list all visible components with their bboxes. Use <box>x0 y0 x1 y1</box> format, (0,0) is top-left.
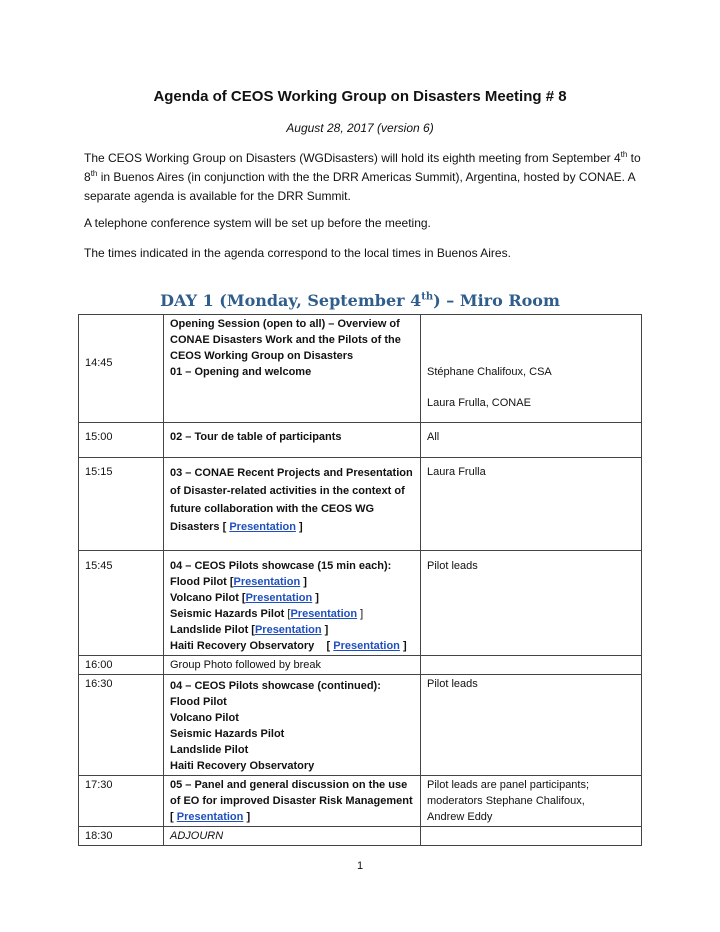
time-cell: 15:15 <box>79 458 164 551</box>
presentation-link[interactable]: Presentation <box>176 811 244 823</box>
presentation-link[interactable]: Presentation <box>254 624 322 636</box>
presenter: Laura Frulla, CONAE <box>427 397 531 409</box>
agenda-item-04-title: 04 – CEOS Pilots showcase (15 min each): <box>170 560 392 572</box>
presentation-link[interactable]: Presentation <box>229 521 296 533</box>
presentation-link[interactable]: Presentation <box>333 640 400 652</box>
spacer <box>427 316 635 364</box>
presenter: Pilot leads <box>421 675 642 776</box>
item-cell <box>164 315 421 423</box>
bracket: [ <box>287 608 291 620</box>
teleconf-paragraph: A telephone conference system will be set up before the meeting. <box>84 216 431 230</box>
bracket: ] <box>315 592 319 604</box>
pilot-item <box>170 590 414 606</box>
pilot-name: Haiti Recovery Observatory <box>170 760 315 772</box>
spacer <box>427 380 635 395</box>
pilot-item <box>170 638 414 654</box>
agenda-item-04 <box>164 551 421 656</box>
bracket: ] <box>303 576 307 588</box>
time-cell: 16:00 <box>79 656 164 675</box>
agenda-item-02: 02 – Tour de table of participants <box>164 423 421 458</box>
pilot-item <box>170 606 414 622</box>
pilot-name: Seismic Hazards Pilot <box>170 608 288 620</box>
pilot-name: Flood Pilot [ <box>170 576 234 588</box>
presenter: Pilot leads <box>421 551 642 656</box>
presenter: Stéphane Chalifoux, CSA <box>427 366 552 378</box>
presentation-link[interactable]: Presentation <box>233 576 301 588</box>
presenter-cell <box>421 776 642 827</box>
pilot-name: Seismic Hazards Pilot <box>170 728 285 740</box>
time-cell: 18:30 <box>79 827 164 846</box>
agenda-item-01: 01 – Opening and welcome <box>170 366 312 378</box>
agenda-item-03-text: 03 – CONAE Recent Projects and Presentation of Disaster-related activities in the context of future collaboration with the CEOS WG Disasters [ <box>170 467 413 533</box>
day1-heading-sup: th <box>421 291 434 303</box>
table-row <box>79 551 642 656</box>
pilot-item <box>170 574 414 590</box>
empty-cell <box>421 656 642 675</box>
bracket: [ <box>170 811 174 823</box>
time-cell: 16:30 <box>79 675 164 776</box>
presentation-link[interactable]: Presentation <box>290 608 358 620</box>
agenda-item-04-continued <box>164 675 421 776</box>
opening-session-title: Opening Session (open to all) – Overview of CONAE Disasters Work and the Pilots of the CEOS Working Group on Disasters <box>170 318 401 362</box>
presenter: All <box>421 423 642 458</box>
bracket: ] <box>324 624 329 636</box>
table-row <box>79 776 642 827</box>
agenda-item-05-text: 05 – Panel and general discussion on the use of EO for improved Disaster Risk Management <box>170 779 413 807</box>
table-row <box>79 656 642 675</box>
bracket: ] <box>360 608 364 620</box>
intro-text-3: in Buenos Aires (in conjunction with the the DRR Americas Summit), Argentina, hosted by CONAE. A separate agenda is available for the DRR Summit. <box>84 170 635 203</box>
day1-heading-post: ) – Miro Room <box>433 291 560 310</box>
bracket: ] <box>299 521 303 533</box>
pilot-name: Volcano Pilot [ <box>170 592 246 604</box>
intro-sup-2: th <box>90 169 98 178</box>
pilot-name: Haiti Recovery Observatory <box>170 640 318 652</box>
time-cell: 17:30 <box>79 776 164 827</box>
bracket: ] <box>246 811 251 823</box>
pilot-item <box>170 622 414 638</box>
intro-paragraph <box>84 149 644 206</box>
pilot-name: Landslide Pilot [ <box>170 624 255 636</box>
pilot-name: Landslide Pilot <box>170 744 249 756</box>
agenda-item-05 <box>164 776 421 827</box>
agenda-item-adjourn: ADJOURN <box>164 827 421 846</box>
intro-sup-1: th <box>620 150 628 159</box>
table-row <box>79 675 642 776</box>
times-paragraph: The times indicated in the agenda correspond to the local times in Buenos Aires. <box>84 246 511 260</box>
intro-text-1: The CEOS Working Group on Disasters (WGDisasters) will hold its eighth meeting from September 4 <box>84 151 621 165</box>
document-title: Agenda of CEOS Working Group on Disasters Meeting # 8 <box>153 88 567 105</box>
document-date: August 28, 2017 (version 6) <box>286 121 434 135</box>
time-cell: 15:00 <box>79 423 164 458</box>
agenda-table <box>78 314 642 846</box>
spacer <box>427 411 635 421</box>
time-cell: 14:45 <box>79 315 164 423</box>
table-row <box>79 827 642 846</box>
pilot-name: Flood Pilot <box>170 696 227 708</box>
pilot-name: Volcano Pilot <box>170 712 239 724</box>
table-row <box>79 315 642 423</box>
presenter: Pilot leads are panel participants; <box>427 779 590 791</box>
intro-text-2: to 8 <box>84 151 641 184</box>
day1-heading-pre: DAY 1 (Monday, September 4 <box>160 291 422 310</box>
spacer <box>170 380 414 409</box>
agenda-item-break: Group Photo followed by break <box>164 656 421 675</box>
agenda-item-03 <box>164 458 421 551</box>
presenter: Andrew Eddy <box>427 811 493 823</box>
bracket: [ <box>326 640 331 652</box>
presentation-link[interactable]: Presentation <box>245 592 313 604</box>
table-row <box>79 423 642 458</box>
time-cell: 15:45 <box>79 551 164 656</box>
empty-cell <box>421 827 642 846</box>
bracket: ] <box>402 640 407 652</box>
presenter: Laura Frulla <box>421 458 642 551</box>
presenter: moderators Stephane Chalifoux, <box>427 795 585 807</box>
presenter-cell <box>421 315 642 423</box>
table-row <box>79 458 642 551</box>
agenda-item-04-continued-title: 04 – CEOS Pilots showcase (continued): <box>170 680 381 692</box>
page-number: 1 <box>356 860 364 872</box>
day1-heading <box>0 291 720 310</box>
